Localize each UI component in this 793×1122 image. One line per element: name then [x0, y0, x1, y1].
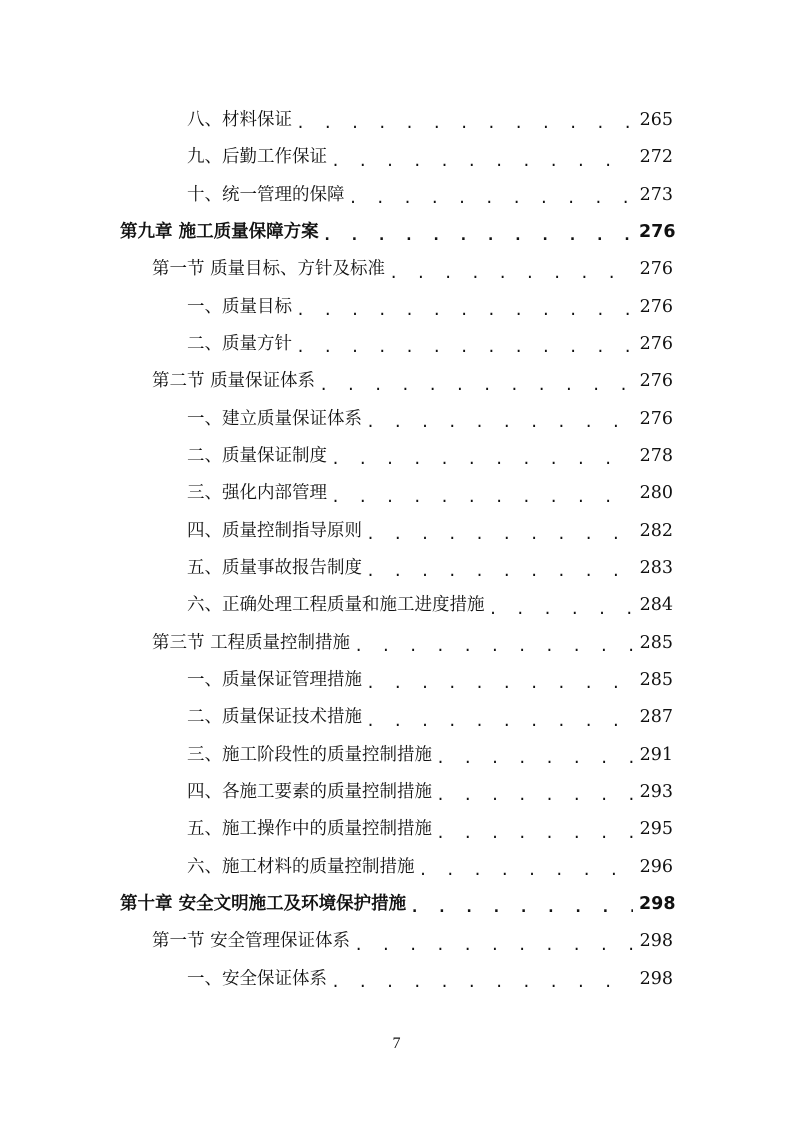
- toc-entry-page: 276: [639, 296, 673, 317]
- toc-leader-dots: [410, 900, 633, 915]
- toc-entry-page: 293: [639, 782, 673, 803]
- toc-leader-dots: [354, 938, 633, 953]
- toc-entry-page: 285: [639, 670, 673, 691]
- toc-entry-title: 三、强化内部管理: [187, 483, 327, 504]
- toc-entry-title: 十、统一管理的保障: [187, 184, 345, 205]
- toc-entry-page: 298: [639, 894, 676, 915]
- toc-chapter-entry[interactable]: [0, 214, 793, 251]
- toc-leader-dots: [436, 751, 633, 766]
- toc-entry-title: 一、质量保证管理措施: [187, 670, 362, 691]
- toc-entry-title: 六、施工材料的质量控制措施: [187, 856, 415, 877]
- toc-subsection-entry[interactable]: [0, 662, 793, 699]
- toc-entry-title: 八、材料保证: [187, 109, 292, 130]
- toc-entry-page: 283: [639, 558, 673, 579]
- toc-entry-page: 295: [639, 819, 673, 840]
- toc-subsection-entry[interactable]: [0, 849, 793, 886]
- toc-subsection-entry[interactable]: [0, 961, 793, 998]
- toc-section-entry[interactable]: [0, 924, 793, 961]
- toc-entry-title: 一、质量目标: [187, 296, 292, 317]
- toc-section-entry[interactable]: [0, 625, 793, 662]
- toc-leader-dots: [296, 303, 633, 318]
- toc-entry-title: 四、质量控制指导原则: [187, 520, 362, 541]
- toc-entry-title: 三、施工阶段性的质量控制措施: [187, 744, 432, 765]
- toc-section-entry[interactable]: [0, 363, 793, 400]
- toc-entry-title: 一、安全保证体系: [187, 968, 327, 989]
- toc-leader-dots: [436, 788, 633, 803]
- toc-subsection-entry[interactable]: [0, 774, 793, 811]
- toc-leader-dots: [489, 602, 634, 617]
- toc-entry-page: 296: [639, 856, 673, 877]
- toc-entry-title: 第十章 安全文明施工及环境保护措施: [120, 894, 407, 915]
- table-of-contents: [0, 102, 793, 998]
- toc-entry-page: 278: [639, 446, 673, 467]
- toc-entry-title: 二、质量保证技术措施: [187, 707, 362, 728]
- toc-entry-page: 272: [639, 147, 673, 168]
- toc-subsection-entry[interactable]: [0, 475, 793, 512]
- toc-chapter-entry[interactable]: [0, 886, 793, 923]
- toc-leader-dots: [319, 378, 633, 393]
- toc-entry-page: 273: [639, 184, 673, 205]
- toc-subsection-entry[interactable]: [0, 700, 793, 737]
- toc-entry-page: 291: [639, 744, 673, 765]
- toc-leader-dots: [296, 340, 633, 355]
- toc-entry-title: 四、各施工要素的质量控制措施: [187, 782, 432, 803]
- toc-subsection-entry[interactable]: [0, 177, 793, 214]
- page-number: 7: [392, 1035, 401, 1052]
- toc-entry-title: 五、施工操作中的质量控制措施: [187, 819, 432, 840]
- toc-leader-dots: [366, 714, 633, 729]
- toc-leader-dots: [436, 826, 633, 841]
- toc-leader-dots: [331, 452, 633, 467]
- toc-entry-title: 二、质量方针: [187, 333, 292, 354]
- toc-leader-dots: [331, 975, 633, 990]
- toc-subsection-entry[interactable]: [0, 139, 793, 176]
- toc-entry-page: 287: [639, 707, 673, 728]
- toc-leader-dots: [349, 191, 634, 206]
- toc-leader-dots: [419, 863, 634, 878]
- toc-entry-page: 276: [639, 221, 676, 242]
- toc-entry-title: 二、质量保证制度: [187, 446, 327, 467]
- toc-leader-dots: [366, 564, 633, 579]
- toc-entry-title: 第二节 质量保证体系: [152, 371, 316, 392]
- toc-entry-page: 276: [639, 371, 673, 392]
- toc-subsection-entry[interactable]: [0, 401, 793, 438]
- toc-entry-page: 285: [639, 632, 673, 653]
- toc-entry-page: 280: [639, 483, 673, 504]
- toc-subsection-entry[interactable]: [0, 550, 793, 587]
- toc-leader-dots: [296, 116, 633, 131]
- toc-leader-dots: [323, 228, 633, 243]
- toc-section-entry[interactable]: [0, 251, 793, 288]
- toc-entry-page: 282: [639, 520, 673, 541]
- toc-entry-title: 六、正确处理工程质量和施工进度措施: [187, 595, 485, 616]
- toc-entry-page: 265: [639, 109, 673, 130]
- toc-entry-page: 298: [639, 968, 673, 989]
- toc-leader-dots: [331, 154, 633, 169]
- toc-entry-title: 第一节 质量目标、方针及标准: [152, 259, 386, 280]
- toc-entry-title: 第一节 安全管理保证体系: [152, 931, 351, 952]
- toc-subsection-entry[interactable]: [0, 438, 793, 475]
- toc-leader-dots: [354, 639, 633, 654]
- toc-subsection-entry[interactable]: [0, 102, 793, 139]
- toc-entry-page: 298: [639, 931, 673, 952]
- toc-subsection-entry[interactable]: [0, 737, 793, 774]
- toc-entry-page: 284: [639, 595, 673, 616]
- toc-leader-dots: [366, 676, 633, 691]
- toc-entry-page: 276: [639, 259, 673, 280]
- toc-subsection-entry[interactable]: [0, 289, 793, 326]
- toc-leader-dots: [366, 527, 633, 542]
- toc-entry-page: 276: [639, 333, 673, 354]
- toc-leader-dots: [331, 490, 633, 505]
- toc-entry-title: 第三节 工程质量控制措施: [152, 632, 351, 653]
- toc-subsection-entry[interactable]: [0, 812, 793, 849]
- toc-entry-title: 一、建立质量保证体系: [187, 408, 362, 429]
- toc-entry-title: 五、质量事故报告制度: [187, 558, 362, 579]
- toc-subsection-entry[interactable]: [0, 513, 793, 550]
- toc-subsection-entry[interactable]: [0, 326, 793, 363]
- toc-entry-title: 第九章 施工质量保障方案: [120, 221, 319, 242]
- toc-entry-title: 九、后勤工作保证: [187, 147, 327, 168]
- toc-subsection-entry[interactable]: [0, 587, 793, 624]
- toc-entry-page: 276: [639, 408, 673, 429]
- toc-leader-dots: [366, 415, 633, 430]
- toc-leader-dots: [389, 266, 633, 281]
